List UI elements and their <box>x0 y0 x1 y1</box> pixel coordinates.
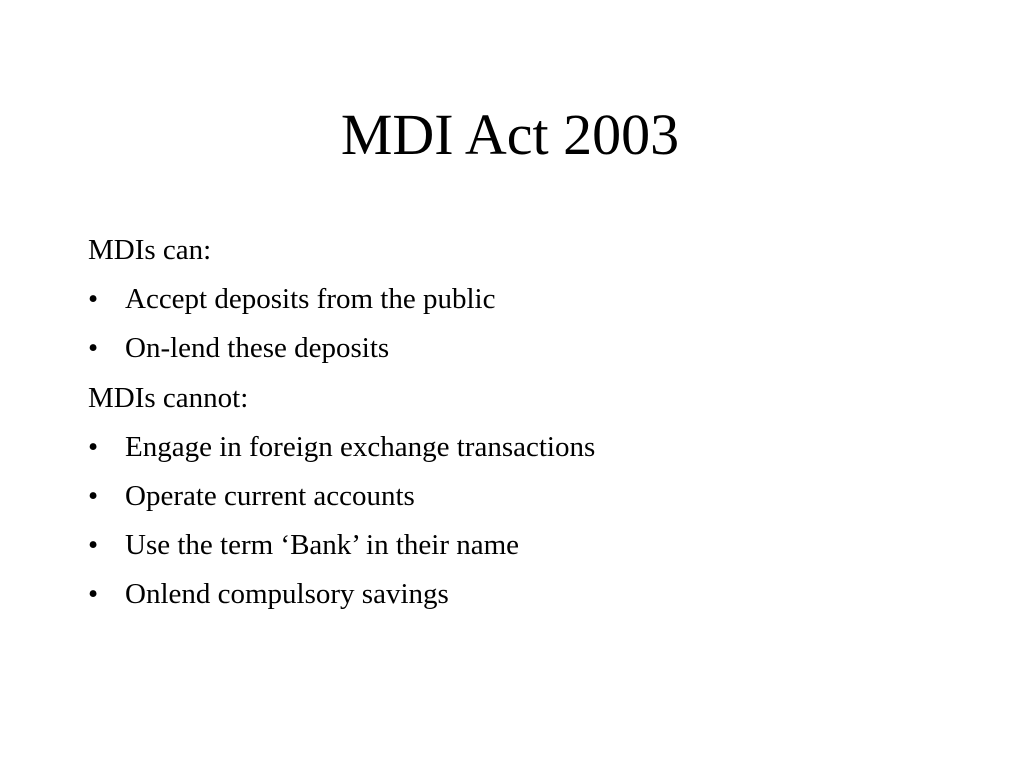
section-heading-cannot <box>88 376 968 425</box>
bullet-icon: • <box>88 332 99 365</box>
list-item-text: Accept deposits from the public <box>125 283 496 316</box>
bullet-icon: • <box>88 479 99 512</box>
list-item <box>88 474 968 523</box>
list-item <box>88 425 968 474</box>
slide-title: MDI Act 2003 <box>340 102 680 167</box>
list-item-text: Onlend compulsory savings <box>125 578 449 611</box>
list-item-text: Use the term ‘Bank’ in their name <box>125 529 520 562</box>
section-heading-text: MDIs can: <box>88 234 212 266</box>
list-item-text: Operate current accounts <box>125 479 415 512</box>
list-item <box>88 326 968 375</box>
list-item <box>88 523 968 572</box>
bullet-icon: • <box>88 578 99 611</box>
list-item <box>88 572 968 621</box>
bullet-icon: • <box>88 283 99 316</box>
bullet-icon: • <box>88 430 99 463</box>
list-item-text: On-lend these deposits <box>125 332 390 365</box>
bullet-icon: • <box>88 529 99 562</box>
list-item-text: Engage in foreign exchange transactions <box>125 430 596 463</box>
section-heading-text: MDIs cannot: <box>88 381 249 414</box>
slide-body <box>88 228 968 622</box>
list-item <box>88 277 968 326</box>
section-heading-can <box>88 228 968 277</box>
